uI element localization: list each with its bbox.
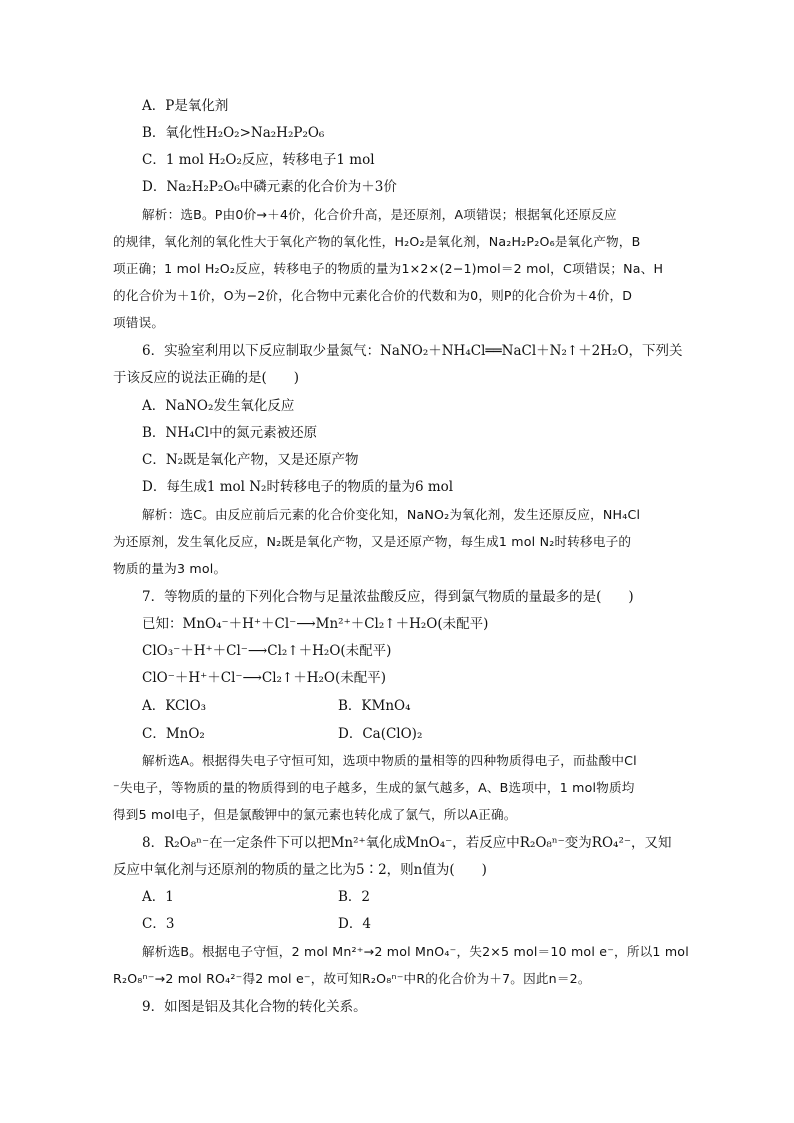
q7-option-c: C．MnO₂ — [142, 726, 205, 742]
q7-option-d: D．Ca(ClO)₂ — [338, 726, 423, 742]
q7-option-a: A．KClO₃ — [142, 698, 207, 714]
q8-option-b: B．2 — [338, 889, 371, 905]
q5-option-c: C．1 mol H₂O₂反应，转移电子1 mol — [142, 152, 375, 168]
q6-stem-line: 6．实验室利用以下反应制取少量氮气：NaNO₂＋NH₄Cl══NaCl＋N₂↑＋2H₂O，下列关 — [142, 343, 683, 359]
q7-given-line: ClO₃⁻＋H⁺＋Cl⁻⟶Cl₂↑＋H₂O(未配平) — [142, 643, 392, 659]
q7-stem: 7．等物质的量的下列化合物与足量浓盐酸反应，得到氯气物质的量最多的是( ) — [142, 589, 634, 605]
q7-given-line: ClO⁻＋H⁺＋Cl⁻⟶Cl₂↑＋H₂O(未配平) — [142, 670, 387, 686]
q5-analysis-line: 项正确；1 mol H₂O₂反应，转移电子的物质的量为1×2×(2−1)mol＝2 mol，C项错误；Na、H — [113, 261, 664, 276]
q6-analysis-line: 物质的量为3 mol。 — [113, 561, 227, 576]
q6-option-c: C．N₂既是氧化产物，又是还原产物 — [142, 452, 359, 468]
q6-option-a: A．NaNO₂发生氧化反应 — [142, 398, 295, 414]
q5-analysis-line: 项错误。 — [113, 315, 165, 330]
q9-stem: 9．如图是铝及其化合物的转化关系。 — [142, 999, 367, 1015]
q6-option-d: D．每生成1 mol N₂时转移电子的物质的量为6 mol — [142, 479, 454, 495]
q8-analysis-line: R₂O₈ⁿ⁻→2 mol RO₄²⁻得2 mol e⁻，故可知R₂O₈ⁿ⁻中R的化合价为＋7。因此n＝2。 — [113, 971, 591, 986]
q8-option-c: C．3 — [142, 916, 175, 932]
q7-analysis-line: 解析选A。根据得失电子守恒可知，选项中物质的量相等的四种物质得电子，而盐酸中Cl — [142, 753, 637, 768]
q7-analysis-line: 得到5 mol电子，但是氯酸钾中的氯元素也转化成了氯气，所以A正确。 — [113, 807, 517, 822]
q5-analysis-line: 解析：选B。P由0价→＋4价，化合价升高，是还原剂，A项错误；根据氧化还原反应 — [142, 207, 617, 222]
q6-analysis-line: 为还原剂，发生氧化反应，N₂既是氧化产物，又是还原产物，每生成1 mol N₂时转移电子的 — [113, 534, 632, 549]
q8-analysis-line: 解析选B。根据电子守恒，2 mol Mn²⁺→2 mol MnO₄⁻，失2×5 mol＝10 mol e⁻，所以1 mol — [142, 944, 689, 959]
q8-stem-line: 反应中氧化剂与还原剂的物质的量之比为5∶2，则n值为( ) — [113, 862, 487, 878]
q8-stem-line: 8．R₂O₈ⁿ⁻在一定条件下可以把Mn²⁺氧化成MnO₄⁻，若反应中R₂O₈ⁿ⁻变为RO₄²⁻，又知 — [142, 835, 672, 851]
q8-option-a: A．1 — [142, 889, 174, 905]
q7-given-line: 已知：MnO₄⁻＋H⁺＋Cl⁻⟶Mn²⁺＋Cl₂↑＋H₂O(未配平) — [142, 616, 489, 632]
q5-option-d: D．Na₂H₂P₂O₆中磷元素的化合价为＋3价 — [142, 179, 397, 195]
q5-analysis-line: 的规律，氧化剂的氧化性大于氧化产物的氧化性，H₂O₂是氧化剂，Na₂H₂P₂O₆是氧化产物，B — [113, 234, 641, 249]
q6-stem-line: 于该反应的说法正确的是( ) — [113, 370, 300, 386]
q8-option-d: D．4 — [338, 916, 371, 932]
q7-analysis-line: ⁻失电子，等物质的量的物质得到的电子越多，生成的氯气越多，A、B选项中，1 mol物质均 — [113, 780, 635, 795]
q6-analysis-line: 解析：选C。由反应前后元素的化合价变化知，NaNO₂为氧化剂，发生还原反应，NH₄Cl — [142, 507, 641, 522]
q5-analysis-line: 的化合价为＋1价，O为−2价，化合物中元素化合价的代数和为0，则P的化合价为＋4价，D — [113, 288, 633, 303]
q5-option-b: B．氧化性H₂O₂>Na₂H₂P₂O₆ — [142, 125, 325, 141]
q6-option-b: B．NH₄Cl中的氮元素被还原 — [142, 425, 318, 441]
q5-option-a: A．P是氧化剂 — [142, 98, 229, 114]
q7-option-b: B．KMnO₄ — [338, 698, 411, 714]
